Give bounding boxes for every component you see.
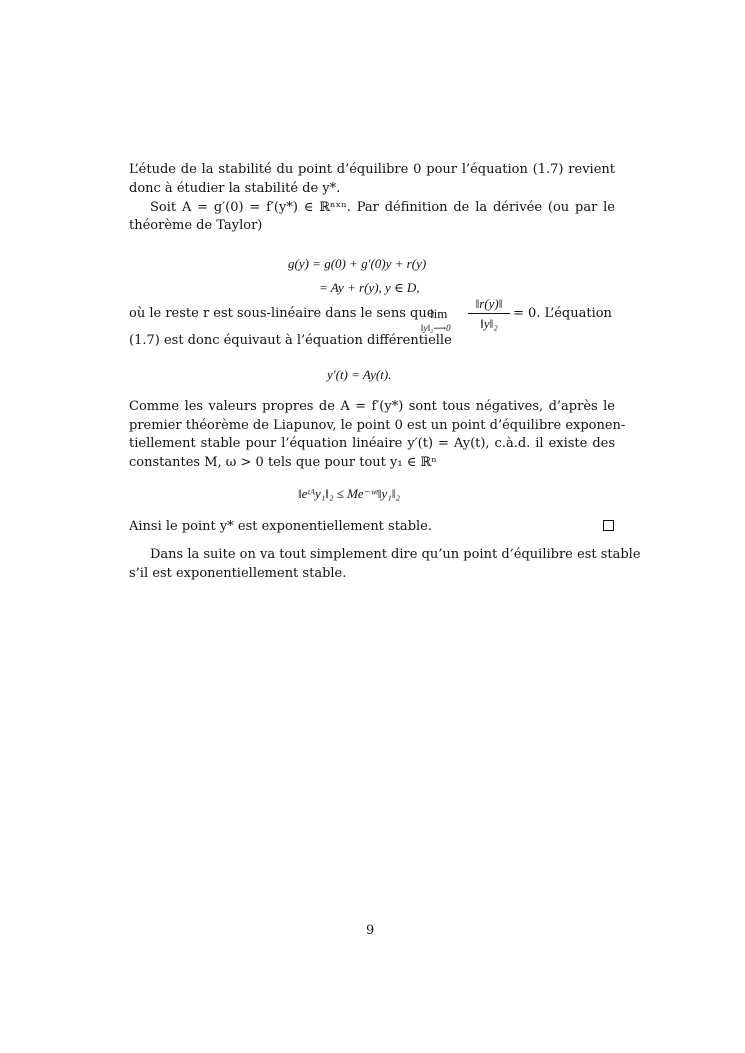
qed-square-icon [603, 520, 614, 531]
paragraph-3-line-1-end: = 0. L’équation [513, 306, 612, 321]
paragraph-3-line-1-start: où le reste r est sous-linéaire dans le sens que [129, 306, 435, 321]
paragraph-1-line-2: donc à étudier la stabilité de y*. [129, 181, 341, 196]
paragraph-6-line-1: Dans la suite on va tout simplement dire qu’un point d’équilibre est stable [150, 547, 641, 562]
equation-taylor-line-2: = Ay + r(y), y ∈ D, [319, 280, 420, 295]
paragraph-4-line-1: Comme les valeurs propres de A = f′(y*) sont tous négatives, d’après le [129, 399, 615, 414]
equation-exponential-bound: ‖eᵗᴬy₁‖₂ ≤ Me⁻ʷᵗ‖y₁‖₂ [298, 486, 400, 501]
fraction-denominator: ‖y‖₂ [480, 316, 498, 331]
paragraph-3-line-2: (1.7) est donc équivaut à l’équation différentielle [129, 333, 452, 348]
paragraph-4-line-4: constantes M, ω > 0 tels que pour tout y₁ ∈ ℝⁿ [129, 455, 437, 470]
page-number: 9 [366, 923, 375, 938]
equation-taylor-line-1: g(y) = g(0) + g′(0)y + r(y) [288, 256, 427, 271]
paragraph-4-line-2: premier théorème de Liapunov, le point 0 est un point d’équilibre exponen- [129, 418, 626, 433]
fraction-bar [468, 313, 510, 314]
paragraph-1-line-1: L’étude de la stabilité du point d’équilibre 0 pour l’équation (1.7) revient [129, 162, 615, 177]
paragraph-5: Ainsi le point y* est exponentiellement stable. [129, 519, 432, 534]
limit-subscript: ‖y‖₂⟶0 [421, 323, 451, 333]
paragraph-4-line-3: tiellement stable pour l’équation linéaire y′(t) = Ay(t), c.à.d. il existe des [129, 436, 615, 451]
paragraph-6-line-2: s’il est exponentiellement stable. [129, 566, 347, 581]
equation-linear: y′(t) = Ay(t). [327, 367, 392, 382]
fraction-numerator: ‖r(y)‖ [475, 296, 503, 311]
paragraph-2-line-2: théorème de Taylor) [129, 218, 263, 233]
limit-operator: lim [430, 306, 448, 321]
paragraph-2-line-1: Soit A = g′(0) = f′(y*) ∈ ℝⁿˣⁿ. Par définition de la dérivée (ou par le [150, 200, 615, 215]
